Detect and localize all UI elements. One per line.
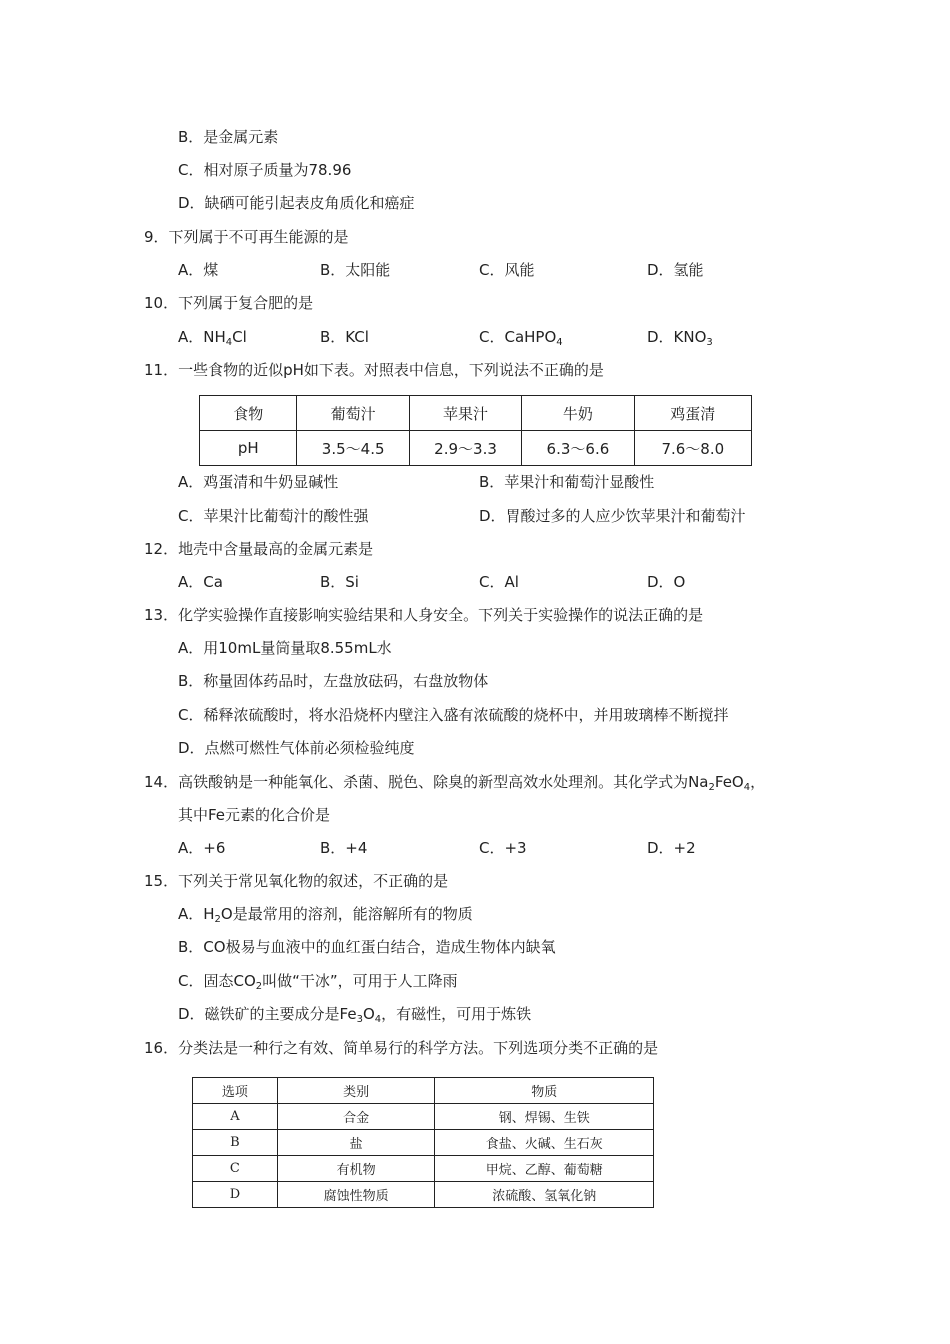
q12-option-a: A．Ca <box>178 573 223 591</box>
q13-option-d: D．点燃可燃性气体前必须检验纯度 <box>178 739 415 757</box>
q12-option-c: C．Al <box>479 573 519 591</box>
q14-option-c: C．+3 <box>479 839 527 857</box>
table-cell: C <box>193 1156 278 1182</box>
q12-stem: 12．地壳中含量最高的金属元素是 <box>144 540 374 558</box>
q15-option-c <box>178 971 458 991</box>
q12-option-d: D．O <box>647 573 686 591</box>
q15-option-c-text: C．固态CO <box>178 972 256 990</box>
q13-option-b: B．称量固体药品时，左盘放砝码，右盘放物体 <box>178 672 489 690</box>
table-row <box>200 431 752 466</box>
q15-option-b: B．CO极易与血液中的血红蛋白结合，造成生物体内缺氧 <box>178 938 556 956</box>
table-header-cell: 类别 <box>277 1078 435 1104</box>
q14-stem-text: FeO <box>714 773 744 791</box>
table-cell: 2.9～3.3 <box>409 431 521 466</box>
q15-option-d-tail: ，有磁性，可用于炼铁 <box>381 1005 532 1023</box>
table-cell: 钢、焊锡、生铁 <box>435 1104 654 1130</box>
table-cell: 7.6～8.0 <box>634 431 751 466</box>
q15-option-d-sub: 3 <box>356 1014 363 1025</box>
q14-stem-text: ， <box>750 773 766 791</box>
q14-stem-sub: 4 <box>743 782 751 793</box>
q13-stem: 13．化学实验操作直接影响实验结果和人身安全。下列关于实验操作的说法正确的是 <box>144 606 704 624</box>
table-cell: 腐蚀性物质 <box>277 1182 435 1208</box>
q10-option-a <box>178 327 247 347</box>
q10-option-d <box>647 327 713 347</box>
q10-option-c <box>479 327 563 347</box>
table-row <box>193 1130 654 1156</box>
table-header-cell: 鸡蛋清 <box>634 396 751 431</box>
table-cell: 合金 <box>277 1104 435 1130</box>
q14-stem-sub: 2 <box>708 782 715 793</box>
table-row <box>193 1156 654 1182</box>
table-row <box>193 1182 654 1208</box>
ph-table <box>199 395 752 466</box>
table-header-cell: 食物 <box>200 396 297 431</box>
q14-stem-text: 14．高铁酸钠是一种能氧化、杀菌、脱色、除臭的新型高效水处理剂。其化学式为Na <box>144 773 709 791</box>
table-cell: 食盐、火碱、生石灰 <box>435 1130 654 1156</box>
q11-option-d: D．胃酸过多的人应少饮苹果汁和葡萄汁 <box>479 507 746 525</box>
table-cell: 甲烷、乙醇、葡萄糖 <box>435 1156 654 1182</box>
table-header-cell: 葡萄汁 <box>297 396 409 431</box>
table-header-cell: 苹果汁 <box>409 396 521 431</box>
q10-stem: 10．下列属于复合肥的是 <box>144 294 314 312</box>
q10-option-b-text: B．KCl <box>320 328 369 346</box>
q12-option-b: B．Si <box>320 573 359 591</box>
q10-option-a-tail: Cl <box>232 328 247 346</box>
q8-option-c: C．相对原子质量为78.96 <box>178 161 352 179</box>
q11-option-b: B．苹果汁和葡萄汁显酸性 <box>479 473 655 491</box>
q16-stem: 16．分类法是一种行之有效、简单易行的科学方法。下列选项分类不正确的是 <box>144 1039 659 1057</box>
table-cell: pH <box>200 431 297 466</box>
q8-option-b: B．是金属元素 <box>178 128 279 146</box>
q15-option-a-tail: O是最常用的溶剂，能溶解所有的物质 <box>220 905 473 923</box>
table-cell: A <box>193 1104 278 1130</box>
q11-option-c: C．苹果汁比葡萄汁的酸性强 <box>178 507 369 525</box>
table-header-cell: 物质 <box>435 1078 654 1104</box>
table-cell: B <box>193 1130 278 1156</box>
q9-option-c: C．风能 <box>479 261 535 279</box>
q14-option-a: A．+6 <box>178 839 226 857</box>
table-cell: 盐 <box>277 1130 435 1156</box>
q10-option-d-sub: 3 <box>706 337 713 348</box>
q14-stem-line2: 其中Fe元素的化合价是 <box>178 806 331 824</box>
q14-stem <box>144 772 765 792</box>
q15-option-a-sub: 2 <box>214 914 221 925</box>
q15-option-c-tail: 叫做“干冰”，可用于人工降雨 <box>262 972 458 990</box>
table-cell: 浓硫酸、氢氧化钠 <box>435 1182 654 1208</box>
q10-option-c-text: C．CaHPO <box>479 328 557 346</box>
table-row <box>200 396 752 431</box>
table-cell: D <box>193 1182 278 1208</box>
q14-option-d: D．+2 <box>647 839 696 857</box>
q10-option-b <box>320 327 369 347</box>
q9-option-d: D．氢能 <box>647 261 704 279</box>
q10-option-d-text: D．KNO <box>647 328 707 346</box>
q15-option-d-sub: 4 <box>374 1014 382 1025</box>
table-header-cell: 牛奶 <box>522 396 634 431</box>
q11-option-a: A．鸡蛋清和牛奶显碱性 <box>178 473 339 491</box>
q8-option-d: D．缺硒可能引起表皮角质化和癌症 <box>178 194 415 212</box>
q10-option-a-text: A．NH <box>178 328 226 346</box>
q10-option-c-sub: 4 <box>556 337 563 348</box>
q15-option-c-sub: 2 <box>255 981 263 992</box>
q15-stem: 15．下列关于常见氧化物的叙述，不正确的是 <box>144 872 449 890</box>
table-row <box>193 1078 654 1104</box>
table-cell: 有机物 <box>277 1156 435 1182</box>
q13-option-a: A．用10mL量筒量取8.55mL水 <box>178 639 392 657</box>
classification-table <box>192 1077 654 1208</box>
q15-option-a <box>178 904 473 924</box>
q9-stem: 9．下列属于不可再生能源的是 <box>144 228 349 246</box>
q9-option-b: B．太阳能 <box>320 261 391 279</box>
q15-option-d <box>178 1004 531 1024</box>
q11-stem: 11．一些食物的近似pH如下表。对照表中信息，下列说法不正确的是 <box>144 361 604 379</box>
table-cell: 6.3～6.6 <box>522 431 634 466</box>
q10-option-a-sub: 4 <box>225 337 233 348</box>
table-header-cell: 选项 <box>193 1078 278 1104</box>
table-cell: 3.5～4.5 <box>297 431 409 466</box>
q9-option-a: A．煤 <box>178 261 219 279</box>
q15-option-d-text: D．磁铁矿的主要成分是Fe <box>178 1005 357 1023</box>
q15-option-d-text: O <box>362 1005 375 1023</box>
q13-option-c: C．稀释浓硫酸时，将水沿烧杯内壁注入盛有浓硫酸的烧杯中，并用玻璃棒不断搅拌 <box>178 706 729 724</box>
q15-option-a-text: A．H <box>178 905 215 923</box>
table-row <box>193 1104 654 1130</box>
q14-option-b: B．+4 <box>320 839 368 857</box>
